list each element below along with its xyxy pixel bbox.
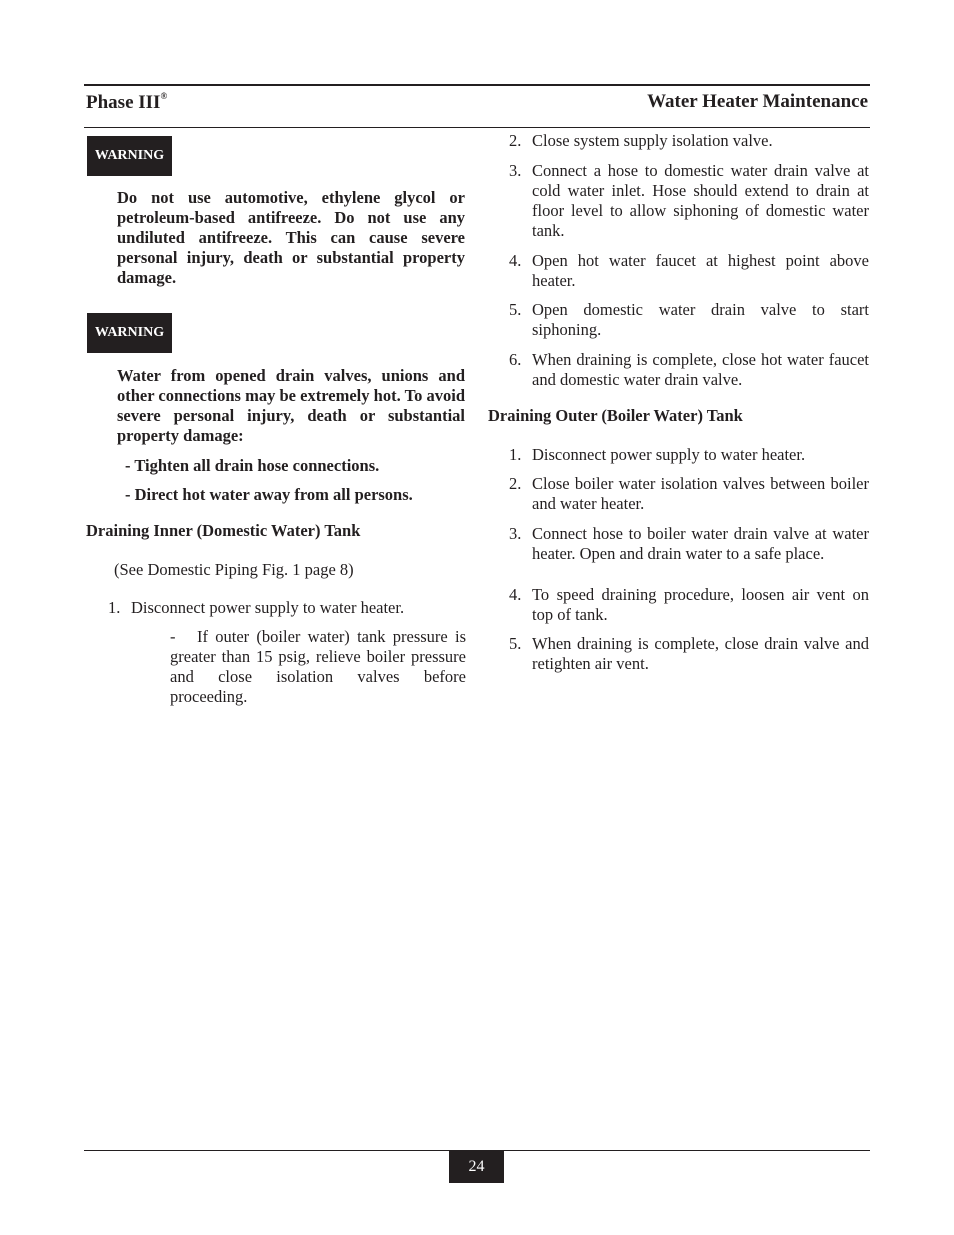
step-text: Close system supply isolation valve. xyxy=(532,131,773,150)
header-top-rule xyxy=(84,84,870,86)
inner-tank-step-1 xyxy=(108,598,468,618)
step-text: When draining is complete, close hot water faucet and domestic water drain valve. xyxy=(532,350,869,389)
inner-tank-step-1-subitem xyxy=(170,627,466,707)
inner-tank-heading: Draining Inner (Domestic Water) Tank xyxy=(86,521,361,540)
step-text: Open domestic water drain valve to start siphoning. xyxy=(532,300,869,339)
warning-text-1: Do not use automotive, ethylene glycol or petroleum-based antifreeze. Do not use any undiluted antifreeze. This can cause severe personal injury, death or substantial property damage. xyxy=(117,188,465,287)
outer-tank-heading: Draining Outer (Boiler Water) Tank xyxy=(488,406,743,425)
step-text: Disconnect power supply to water heater. xyxy=(131,598,405,617)
step-number: 2. xyxy=(509,131,522,150)
step-number: 4. xyxy=(509,585,522,604)
warning-badge-1: WARNING xyxy=(87,136,172,176)
step-number: 3. xyxy=(509,524,522,543)
step-number: 5. xyxy=(509,634,522,653)
step-number: 6. xyxy=(509,350,522,369)
header-product-title: Phase III® xyxy=(86,91,168,113)
step-number: 4. xyxy=(509,251,522,270)
header-bottom-rule xyxy=(84,127,870,128)
step-text: Disconnect power supply to water heater. xyxy=(532,445,806,464)
step-number: 1. xyxy=(108,598,121,617)
page-number: 24 xyxy=(449,1151,504,1183)
registered-mark: ® xyxy=(160,91,168,101)
step-number: 3. xyxy=(509,161,522,180)
sub-dash: - xyxy=(170,627,176,646)
step-text: Connect hose to boiler water drain valve at water heater. Open and drain water to a safe place. xyxy=(532,524,869,563)
step-text: Open hot water faucet at highest point above heater. xyxy=(532,251,869,290)
step-text: To speed draining procedure, loosen air vent on top of tank. xyxy=(532,585,869,624)
step-number: 2. xyxy=(509,474,522,493)
header-section-title: Water Heater Maintenance xyxy=(647,91,868,112)
warning-badge-2: WARNING xyxy=(87,313,172,353)
warning-text-2: Water from opened drain valves, unions and other connections may be extremely hot. To avoid severe personal injury, death or substantial property damage: xyxy=(117,366,465,445)
warning-bullet-1: - Tighten all drain hose connections. xyxy=(125,456,380,475)
inner-tank-note: (See Domestic Piping Fig. 1 page 8) xyxy=(114,560,354,579)
step-text: When draining is complete, close drain valve and retighten air vent. xyxy=(532,634,869,673)
step-number: 5. xyxy=(509,300,522,319)
warning-bullet-2: - Direct hot water away from all persons. xyxy=(125,485,413,504)
step-text: Connect a hose to domestic water drain valve at cold water inlet. Hose should extend to drain at floor level to allow siphoning of domestic water tank. xyxy=(532,161,869,240)
step-number: 1. xyxy=(509,445,522,464)
step-text: Close boiler water isolation valves between boiler and water heater. xyxy=(532,474,869,513)
sub-text: If outer (boiler water) tank pressure is greater than 15 psig, relieve boiler pressure and close isolation valves before proceeding. xyxy=(170,627,466,706)
